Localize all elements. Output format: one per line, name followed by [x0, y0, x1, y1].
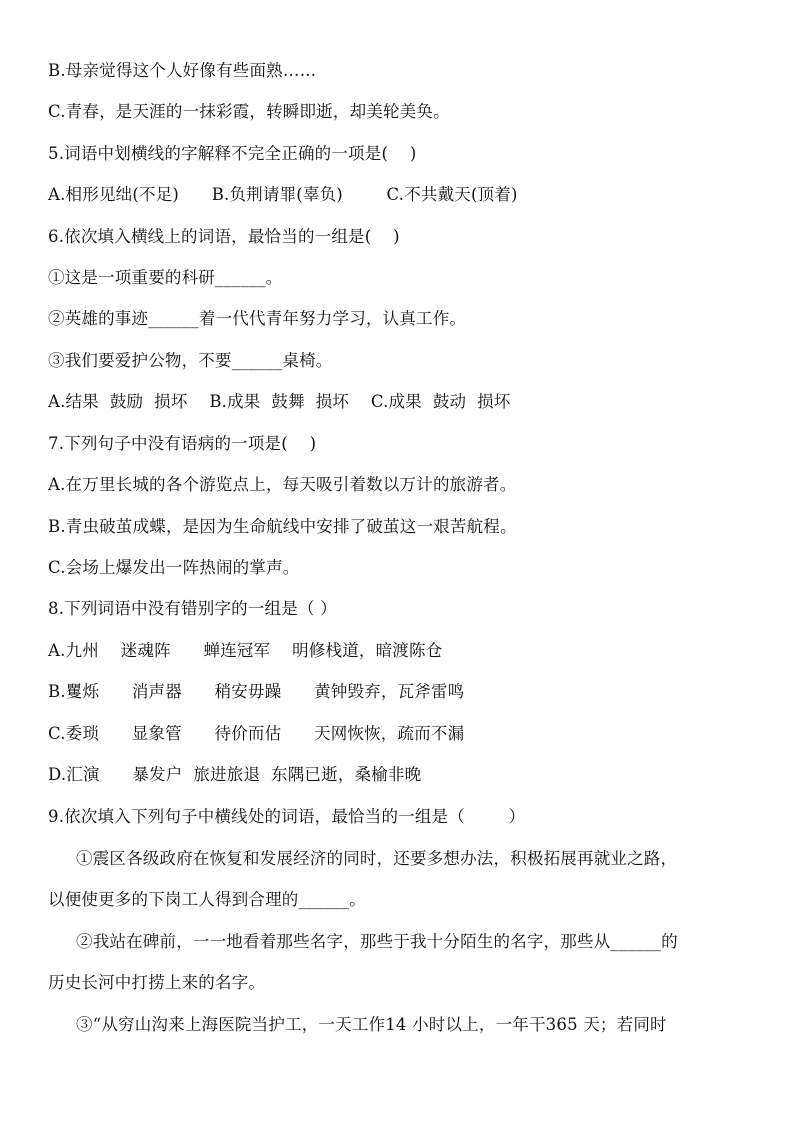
question-6-sentence-2: ②英雄的事迹______着一代代青年努力学习，认真工作。: [48, 309, 467, 328]
question-7-option-a: A.在万里长城的各个游览点上，每天吸引着数以万计的旅游者。: [48, 475, 517, 494]
question-8-option-c: C.委琐 显象管 待价而估 天网恢恢，疏而不漏: [48, 724, 465, 743]
question-6-options: A.结果 鼓励 损坏 B.成果 鼓舞 损坏 C.成果 鼓动 损坏: [48, 392, 511, 411]
question-9-sentence-2-cont: 历史长河中打捞上来的名字。: [48, 973, 266, 992]
option-5b-text: B.母亲觉得这个人好像有些面熟……: [48, 61, 317, 80]
question-6-sentence-3: ③我们要爱护公物，不要______桌椅。: [48, 351, 333, 370]
question-6: 6.依次填入横线上的词语，最恰当的一组是( ): [48, 227, 400, 246]
question-5: 5.词语中划横线的字解释不完全正确的一项是( ): [48, 144, 417, 163]
question-9-sentence-3: ③“从穷山沟来上海医院当护工，一天工作14 小时以上，一年干365 天；若同时: [76, 1015, 667, 1034]
question-8-option-d: D.汇演 暴发户 旅进旅退 东隅已逝，桑榆非晚: [48, 765, 422, 784]
question-8-option-a: A.九州 迷魂阵 蝉连冠军 明修栈道，暗渡陈仓: [48, 641, 443, 660]
question-8: 8.下列词语中没有错别字的一组是（ ）: [48, 599, 337, 618]
question-6-sentence-1: ①这是一项重要的科研______。: [48, 268, 283, 287]
question-9-sentence-2: ②我站在碑前，一一地看着那些名字，那些于我十分陌生的名字，那些从______的: [76, 932, 678, 951]
question-9: 9.依次填入下列句子中横线处的词语，最恰当的一组是（ ）: [48, 807, 526, 826]
option-5c-text: C.青春，是天涯的一抹彩霞，转瞬即逝，却美轮美奂。: [48, 102, 450, 121]
question-9-sentence-1-cont: 以便使更多的下岗工人得到合理的______。: [48, 890, 366, 909]
question-8-option-b: B.矍烁 消声器 稍安毋躁 黄钟毁弃，瓦斧雷鸣: [48, 682, 465, 701]
question-7-option-b: B.青虫破茧成蝶，是因为生命航线中安排了破茧这一艰苦航程。: [48, 517, 517, 536]
question-7-option-c: C.会场上爆发出一阵热闹的掌声。: [48, 558, 300, 577]
question-7: 7.下列句子中没有语病的一项是( ): [48, 434, 317, 453]
question-9-sentence-1: ①震区各级政府在恢复和发展经济的同时，还要多想办法，积极拓展再就业之路，: [76, 849, 678, 868]
question-5-options: A.相形见绌(不足) B.负荆请罪(辜负) C.不共戴天(顶着): [48, 185, 518, 204]
